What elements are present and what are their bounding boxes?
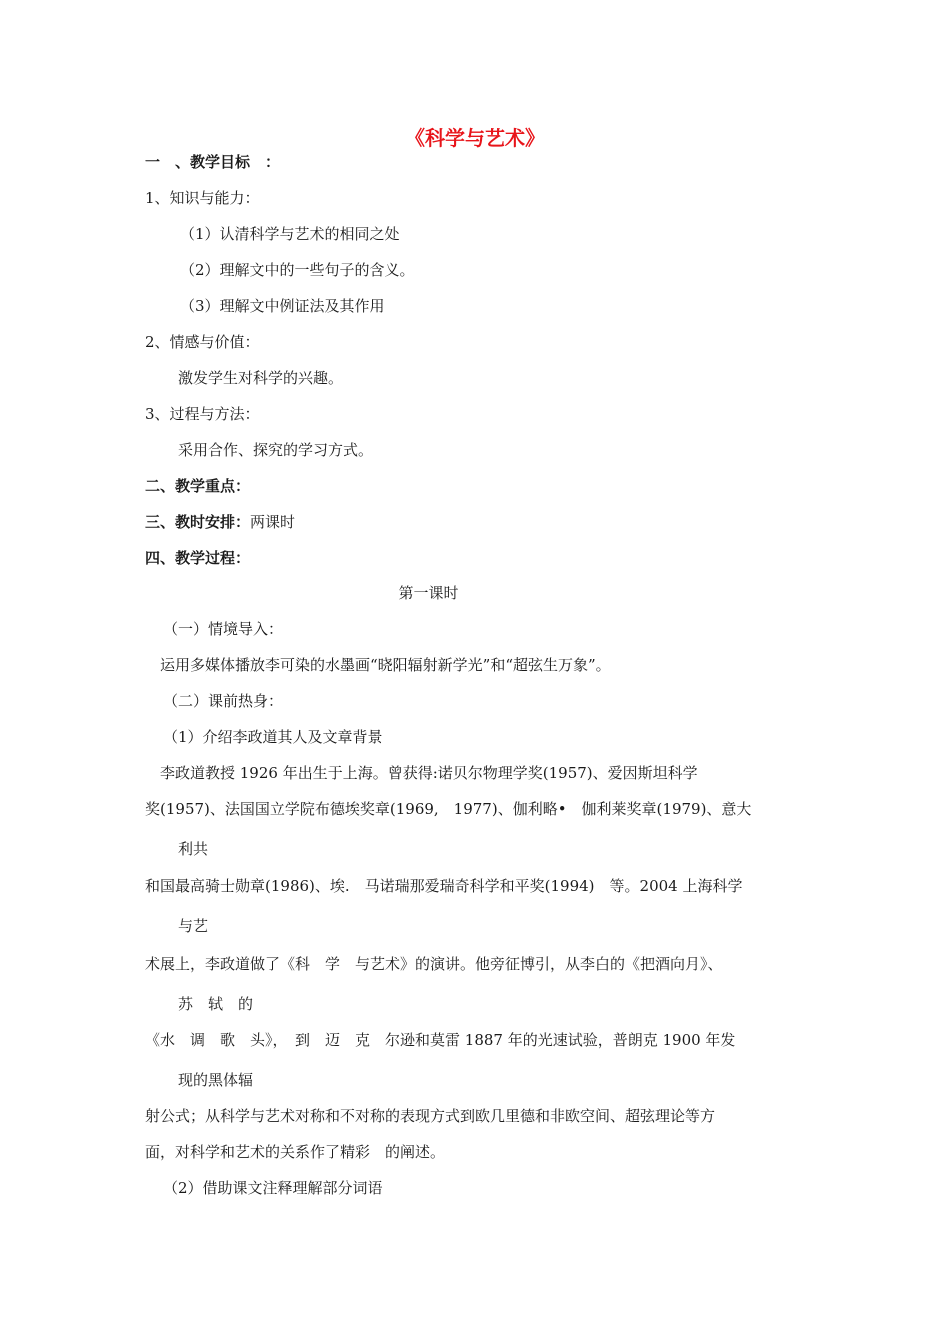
paragraph-line: 李政道教授 1926 年出生于上海。曾获得:诺贝尔物理学奖(1957)、爱因斯坦科学 [160,764,698,782]
paragraph-line: 奖(1957)、法国国立学院布德埃奖章(1969, 1977)、伽利略• 伽利莱奖章(1979)、意大 [145,800,752,818]
schedule-line [145,512,295,532]
paragraph-line: 现的黑体辐 [178,1071,254,1089]
warmup-item-2: （2）借助课文注释理解部分词语 [163,1179,383,1197]
process-method-text: 采用合作、探究的学习方式。 [178,441,374,459]
heading-teaching-objectives: 一 、教学目标 ： [145,153,281,171]
subheading-knowledge-ability: 1、知识与能力： [145,189,260,207]
paragraph-line: 术展上，李政道做了《科 学 与艺术》的演讲。他旁征博引，从李白的《把酒向月》、 [145,955,723,973]
lesson-one-title: 第一课时 [398,584,459,602]
subheading-process-method: 3、过程与方法： [145,405,260,423]
paragraph-line: 和国最高骑士勋章(1986)、埃. 马诺瑞那爱瑞奇科学和平奖(1994) 等。2004 上海科学 [145,877,743,895]
objective-item-1: （1）认清科学与艺术的相同之处 [180,225,400,243]
section-situation-intro: （一）情境导入： [163,620,284,638]
section-warmup: （二）课前热身： [163,692,284,710]
paragraph-line: 利共 [178,840,209,858]
paragraph-line: 面，对科学和艺术的关系作了精彩 的阐述。 [145,1143,446,1161]
paragraph-line: 《水 调 歌 头》， 到 迈 克 尔逊和莫雷 1887 年的光速试验，普朗克 1900 年发 [145,1031,736,1049]
objective-item-2: （2）理解文中的一些句子的含义。 [180,261,415,279]
paragraph-line: 苏 轼 的 [178,995,254,1013]
emotion-value-text: 激发学生对科学的兴趣。 [178,369,344,387]
situation-intro-text: 运用多媒体播放李可染的水墨画“晓阳辐射新学光”和“超弦生万象”。 [160,656,611,674]
document-title: 《科学与艺术》 [405,126,545,150]
objective-item-3: （3）理解文中例证法及其作用 [180,297,385,315]
heading-schedule: 三、教时安排： [145,513,251,531]
warmup-item-1: （1）介绍李政道其人及文章背景 [163,728,383,746]
paragraph-line: 与艺 [178,917,209,935]
heading-teaching-process: 四、教学过程： [145,549,251,567]
schedule-value: 两课时 [250,513,296,531]
paragraph-line: 射公式；从科学与艺术对称和不对称的表现方式到欧几里德和非欧空间、超弦理论等方 [145,1107,716,1125]
subheading-emotion-value: 2、情感与价值： [145,333,260,351]
heading-teaching-focus: 二、教学重点： [145,477,251,495]
